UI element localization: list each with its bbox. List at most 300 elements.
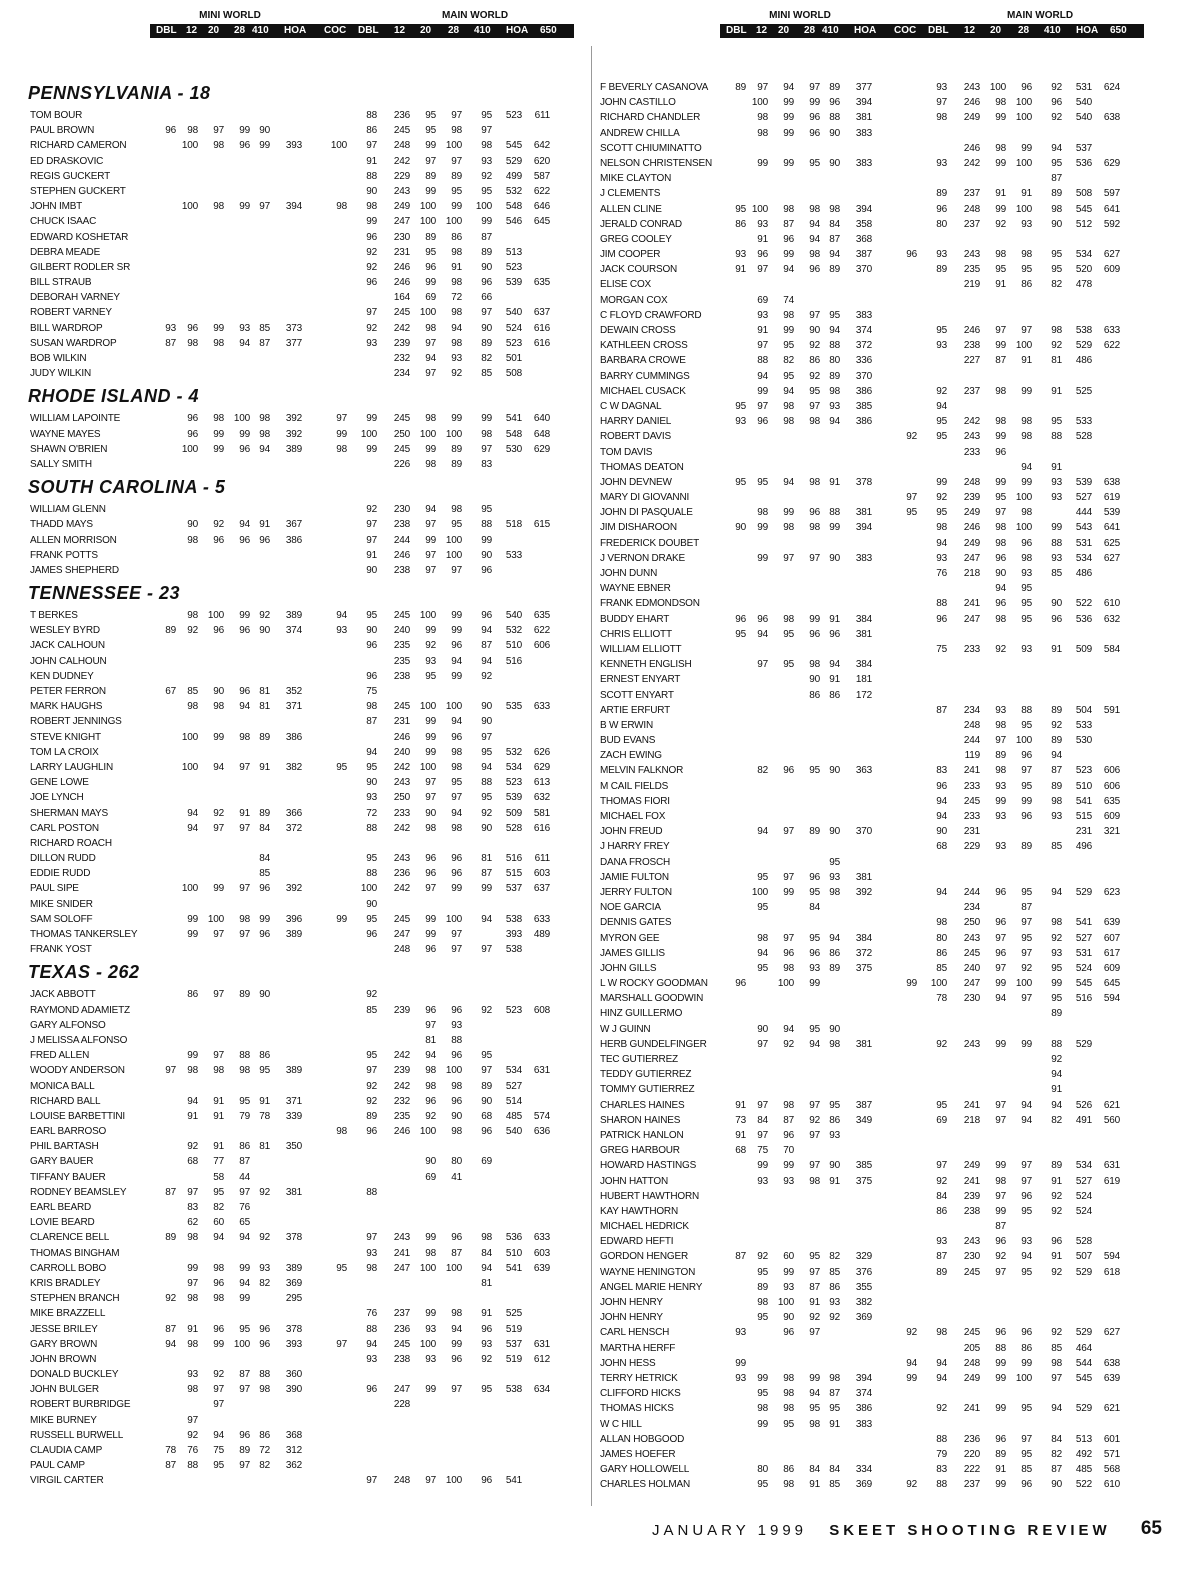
mini-score: 99 [213, 443, 224, 455]
main-score: 245 [393, 913, 410, 925]
main-score: 241 [963, 765, 980, 777]
shooter-name: ED DRASKOVIC [30, 155, 104, 167]
shooter-name: KATHLEEN CROSS [600, 340, 688, 352]
shooter-name: EDDIE RUDD [30, 868, 91, 880]
main-score: 100 [445, 428, 462, 440]
mini-score: 87 [783, 218, 794, 230]
mini-score: 97 [213, 1050, 224, 1062]
main-score: 89 [425, 170, 436, 182]
mini-score: 98 [809, 1175, 820, 1187]
shooter-row [598, 1204, 1158, 1219]
mini-score: 87 [165, 337, 176, 349]
main-score: 90 [1051, 1479, 1062, 1491]
main-score: 92 [936, 1175, 947, 1187]
main-score: 236 [393, 868, 410, 880]
main-score: 92 [1051, 1190, 1062, 1202]
state-heading: SOUTH CAROLINA - 5 [28, 477, 226, 498]
mini-score: 93 [165, 322, 176, 334]
main-score: 621 [1103, 1403, 1120, 1415]
main-header-20: 20 [420, 25, 432, 36]
shooter-row [598, 733, 1158, 748]
shooter-name: W J GUINN [600, 1023, 651, 1035]
mini-score: 94 [239, 1232, 250, 1244]
mini-score: 96 [783, 765, 794, 777]
shooter-name: JOHN DEVNEW [600, 476, 672, 488]
shooter-row [28, 1443, 588, 1458]
main-score: 100 [360, 883, 377, 895]
main-score: 80 [936, 218, 947, 230]
shooter-name: ROBERT DAVIS [600, 431, 671, 443]
mini-score: 98 [757, 127, 768, 139]
main-score: 98 [995, 522, 1006, 534]
main-score: 96 [366, 231, 377, 243]
main-score: 515 [505, 868, 522, 880]
main-score: 98 [481, 1232, 492, 1244]
left-mini-world-title: MINI WORLD [199, 10, 261, 21]
mini-score: 90 [829, 157, 840, 169]
main-score: 241 [963, 1099, 980, 1111]
shooter-name: FRANK EDMONDSON [600, 598, 700, 610]
main-score: 612 [533, 1353, 550, 1365]
main-score: 241 [963, 1403, 980, 1415]
main-score: 536 [505, 1232, 522, 1244]
shooter-name: ALLAN HOBGOOD [600, 1433, 685, 1445]
mini-score: 98 [757, 1297, 768, 1308]
main-score: 97 [425, 337, 436, 349]
shooter-name: SHAWN O'BRIEN [30, 443, 108, 455]
main-score: 92 [366, 322, 377, 334]
mini-score: 98 [783, 1479, 794, 1491]
mini-score: 91 [829, 1418, 840, 1430]
main-score: 250 [393, 428, 410, 440]
main-score: 96 [481, 1323, 492, 1335]
mini-score: 96 [259, 883, 270, 895]
main-score: 88 [1051, 537, 1062, 549]
shooter-name: DEBRA MEADE [30, 246, 101, 258]
main-score: 92 [936, 1038, 947, 1050]
mini-score: 87 [165, 1460, 176, 1472]
shooter-name: ROBERT JENNINGS [30, 716, 122, 728]
mini-score: 95 [809, 1403, 820, 1415]
mini-score: 99 [187, 1262, 198, 1274]
mini-score: 98 [259, 413, 270, 425]
main-score: 95 [366, 853, 377, 865]
shooter-name: GORDON HENGER [600, 1251, 688, 1263]
main-score: 246 [393, 731, 410, 743]
main-score: 80 [451, 1156, 462, 1168]
mini-score: 97 [809, 1266, 820, 1278]
main-score: 96 [425, 944, 436, 956]
shooter-row [28, 548, 588, 563]
main-score: 86 [936, 1205, 947, 1217]
shooter-name: PETER FERRON [30, 686, 106, 697]
main-score: 97 [995, 735, 1006, 747]
main-score: 613 [533, 777, 550, 789]
main-score: 88 [481, 519, 492, 531]
main-score: 513 [505, 246, 522, 258]
shooter-row [598, 445, 1158, 460]
mini-score: 98 [187, 1338, 198, 1350]
main-score: 85 [936, 962, 947, 974]
main-score: 96 [451, 1353, 462, 1365]
mini-score: 97 [809, 309, 820, 321]
main-score: 96 [425, 261, 436, 273]
main-score: 246 [393, 1126, 410, 1138]
main-score: 244 [963, 886, 980, 898]
shooter-name: CARL POSTON [30, 822, 99, 834]
shooter-name: JOHN IMBT [30, 201, 83, 213]
main-score: 509 [1075, 643, 1092, 655]
main-score: 95 [481, 110, 492, 121]
mini-score: 87 [239, 1156, 250, 1168]
main-score: 95 [1021, 613, 1032, 625]
mini-score: 99 [809, 1372, 820, 1384]
mini-score: 98 [187, 534, 198, 546]
mini-score: 96 [757, 613, 768, 625]
main-score: 591 [1103, 704, 1120, 716]
mini-score: 85 [259, 868, 270, 880]
main-score: 92 [366, 1095, 377, 1107]
shooter-name: ROBERT BURBRIDGE [30, 1399, 131, 1411]
main-score: 92 [366, 261, 377, 273]
main-score: 94 [1051, 1069, 1062, 1081]
main-score: 518 [505, 519, 522, 531]
main-score: 95 [481, 185, 492, 197]
main-score: 95 [936, 507, 947, 519]
main-score: 609 [1103, 962, 1120, 974]
shooter-name: SHARON HAINES [600, 1114, 681, 1126]
main-score: 95 [1021, 1448, 1032, 1460]
mini-score: 84 [809, 1464, 820, 1476]
main-score: 393 [505, 929, 522, 940]
mini-score: 96 [809, 871, 820, 883]
state-heading: TENNESSEE - 23 [28, 583, 181, 604]
mini-score: 99 [213, 322, 224, 334]
main-score: 99 [936, 476, 947, 488]
main-score: 90 [995, 568, 1006, 579]
main-score: 229 [963, 841, 980, 853]
shooter-name: MICHAEL HEDRICK [600, 1221, 689, 1233]
main-score: 98 [995, 1175, 1006, 1187]
main-score: 98 [936, 917, 947, 929]
shooter-name: BOB WILKIN [30, 353, 87, 364]
mini-score: 75 [757, 1145, 768, 1157]
main-score: 84 [481, 1247, 492, 1259]
mini-score: 99 [757, 1418, 768, 1430]
main-score: 99 [451, 201, 462, 213]
main-score: 82 [1051, 279, 1062, 291]
shooter-name: JACK ABBOTT [30, 989, 96, 1001]
main-score: 98 [366, 1262, 377, 1274]
main-score: 98 [451, 1308, 462, 1320]
shooter-name: CARROLL BOBO [30, 1262, 107, 1274]
main-score: 247 [963, 613, 980, 625]
shooter-name: WAYNE MAYES [30, 428, 101, 440]
mini-score: 96 [757, 416, 768, 428]
mini-score: 381 [855, 507, 872, 519]
main-score: 524 [1075, 962, 1092, 974]
shooter-row [598, 1006, 1158, 1021]
mini-score: 97 [757, 264, 768, 276]
shooter-row [28, 942, 588, 957]
main-score: 88 [936, 598, 947, 610]
main-score: 629 [1103, 157, 1120, 169]
main-score: 98 [451, 277, 462, 289]
mini-score: 81 [259, 1141, 270, 1153]
shooter-row [28, 790, 588, 805]
mini-score: 99 [239, 1293, 250, 1305]
main-score: 88 [366, 170, 377, 182]
main-score: 90 [481, 822, 492, 834]
main-score: 528 [505, 822, 522, 834]
mini-score: 97 [809, 1129, 820, 1141]
shooter-name: SCOTT ENYART [600, 689, 674, 701]
shooter-name: ANDREW CHILLA [600, 127, 680, 139]
main-score: 96 [1051, 1236, 1062, 1248]
shooter-row [598, 369, 1158, 384]
shooter-name: MIKE BURNEY [30, 1414, 97, 1426]
mini-score: 95 [213, 1460, 224, 1472]
shooter-row [598, 809, 1158, 824]
mini-score: 97 [213, 1384, 224, 1396]
mini-score: 99 [757, 1372, 768, 1384]
main-score: 96 [1021, 537, 1032, 549]
main-score: 627 [1103, 552, 1120, 564]
mini-score: 97 [757, 1038, 768, 1050]
main-score: 520 [1075, 264, 1092, 276]
mini-score: 339 [285, 1110, 302, 1122]
main-score: 243 [393, 1232, 410, 1244]
main-score: 100 [445, 913, 462, 925]
mini-score: 89 [829, 962, 840, 974]
mini-score: 91 [757, 325, 768, 336]
main-score: 89 [1051, 1160, 1062, 1172]
main-score: 519 [505, 1353, 522, 1365]
main-score: 536 [1075, 613, 1092, 625]
main-score: 616 [533, 322, 550, 334]
main-score: 234 [393, 368, 410, 380]
main-score: 249 [393, 201, 410, 213]
mini-score: 393 [285, 140, 302, 152]
main-score: 97 [1021, 325, 1032, 336]
main-score: 93 [995, 704, 1006, 716]
main-score: 100 [419, 761, 436, 773]
main-header-dbl: DBL [358, 25, 379, 36]
mini-score: 62 [187, 1217, 198, 1229]
mini-score: 94 [239, 337, 250, 349]
mini-score: 74 [783, 294, 794, 306]
mini-score: 98 [259, 1384, 270, 1396]
mini-score: 97 [259, 201, 270, 213]
main-score: 95 [995, 492, 1006, 504]
main-score: 515 [1075, 811, 1092, 822]
main-score: 97 [425, 883, 436, 895]
main-score: 95 [1051, 962, 1062, 974]
mini-score: 60 [213, 1217, 224, 1229]
main-score: 91 [995, 188, 1006, 200]
shooter-row [28, 336, 588, 351]
footer-magazine: SKEET SHOOTING REVIEW [829, 1522, 1111, 1539]
mini-score: 352 [285, 686, 302, 697]
main-score: 94 [425, 504, 436, 516]
main-score: 96 [451, 1050, 462, 1062]
shooter-name: THOMAS HICKS [600, 1403, 674, 1415]
main-score: 524 [1075, 1190, 1092, 1202]
mini-score: 68 [735, 1145, 746, 1157]
mini-score: 89 [165, 1232, 176, 1244]
main-score: 534 [1075, 1160, 1092, 1172]
mini-score: 95 [809, 932, 820, 944]
mini-score: 91 [213, 1141, 224, 1153]
main-score: 95 [451, 519, 462, 531]
mini-score: 372 [855, 340, 872, 352]
mini-score: 96 [735, 978, 746, 990]
main-score: 94 [1051, 886, 1062, 898]
shooter-row [598, 460, 1158, 475]
shooter-row [598, 855, 1158, 870]
shooter-name: CHARLES HAINES [600, 1099, 685, 1111]
mini-score: 350 [285, 1141, 302, 1153]
main-score: 100 [419, 701, 436, 713]
main-score: 486 [1075, 568, 1092, 579]
main-score: 249 [963, 1160, 980, 1172]
main-score: 247 [393, 929, 410, 940]
mini-score: 96 [809, 507, 820, 519]
shooter-name: JAMES GILLIS [600, 947, 665, 959]
shooter-name: JUDY WILKIN [30, 368, 91, 380]
main-score: 99 [336, 428, 347, 440]
mini-score: 94 [757, 826, 768, 838]
mini-score: 97 [757, 1129, 768, 1141]
main-score: 92 [1051, 82, 1062, 93]
mini-header-28: 28 [234, 25, 246, 36]
mini-score: 92 [809, 340, 820, 352]
mini-score: 86 [735, 218, 746, 230]
main-score: 96 [995, 947, 1006, 959]
main-score: 95 [1021, 932, 1032, 944]
main-score: 94 [366, 746, 377, 758]
main-score: 100 [445, 1262, 462, 1274]
shooter-row [598, 1447, 1158, 1462]
mini-score: 97 [783, 871, 794, 883]
shooter-name: JOHN DUNN [600, 568, 658, 579]
main-score: 96 [451, 731, 462, 743]
main-score: 96 [451, 1232, 462, 1244]
main-score: 89 [481, 337, 492, 349]
mini-score: 93 [735, 249, 746, 261]
main-score: 90 [481, 261, 492, 273]
shooter-row [28, 290, 588, 305]
main-score: 233 [963, 811, 980, 822]
main-score: 89 [481, 246, 492, 258]
shooter-row [598, 384, 1158, 399]
main-score: 529 [1075, 340, 1092, 352]
main-score: 571 [1103, 1448, 1120, 1460]
mini-score: 98 [783, 1099, 794, 1111]
main-score: 94 [936, 795, 947, 807]
main-header-12: 12 [964, 25, 976, 36]
main-score: 93 [1021, 643, 1032, 655]
mini-score: 89 [809, 826, 820, 838]
main-score: 96 [425, 1095, 436, 1107]
mini-score: 90 [829, 127, 840, 139]
mini-header-410: 410 [252, 25, 269, 36]
mini-score: 97 [187, 1414, 198, 1426]
main-score: 92 [1051, 1266, 1062, 1278]
main-score: 92 [1021, 962, 1032, 974]
main-score: 98 [995, 537, 1006, 549]
left-score-column [28, 78, 588, 1489]
mini-score: 90 [735, 522, 746, 534]
main-score: 87 [481, 868, 492, 880]
mini-score: 93 [757, 1175, 768, 1187]
shooter-row [28, 108, 588, 123]
mini-score: 99 [239, 125, 250, 137]
main-score: 625 [1103, 537, 1120, 549]
right-score-column [598, 80, 1158, 1492]
mini-header-dbl: DBL [156, 25, 177, 36]
shooter-name: PHIL BARTASH [30, 1141, 99, 1153]
main-score: 239 [963, 1190, 980, 1202]
main-score: 527 [505, 1080, 522, 1092]
main-score: 228 [393, 1399, 410, 1411]
main-score: 97 [995, 1114, 1006, 1126]
shooter-row [28, 533, 588, 548]
shooter-row [598, 399, 1158, 414]
mini-score: 97 [809, 400, 820, 412]
main-score: 90 [481, 322, 492, 334]
main-score: 100 [419, 201, 436, 213]
shooter-name: LOVIE BEARD [30, 1217, 95, 1229]
state-heading: RHODE ISLAND - 4 [28, 386, 200, 407]
main-score: 89 [451, 458, 462, 470]
page-footer [652, 1518, 1162, 1539]
main-score: 246 [393, 277, 410, 289]
main-score: 548 [505, 428, 522, 440]
shooter-row [28, 806, 588, 821]
main-score: 527 [1075, 492, 1092, 504]
main-score: 248 [963, 203, 980, 215]
shooter-name: PATRICK HANLON [600, 1129, 684, 1141]
main-score: 98 [451, 746, 462, 758]
main-score: 87 [936, 1251, 947, 1263]
main-score: 91 [1051, 1175, 1062, 1187]
main-score: 619 [1103, 492, 1120, 504]
mini-score: 94 [783, 1023, 794, 1035]
main-score: 243 [963, 1236, 980, 1248]
shooter-row [28, 169, 588, 184]
main-score: 245 [963, 1266, 980, 1278]
mini-score: 98 [829, 1038, 840, 1050]
main-score: 93 [995, 780, 1006, 792]
mini-score: 377 [285, 337, 302, 349]
main-score: 97 [1021, 993, 1032, 1005]
main-score: 610 [1103, 1479, 1120, 1491]
shooter-row [598, 247, 1158, 262]
main-score: 92 [366, 989, 377, 1001]
shooter-row [598, 551, 1158, 566]
main-score: 98 [1051, 203, 1062, 215]
mini-score: 99 [187, 1050, 198, 1062]
main-score: 648 [533, 428, 550, 440]
main-score: 96 [425, 1004, 436, 1016]
main-score: 83 [481, 458, 492, 470]
main-score: 89 [1051, 188, 1062, 200]
main-score: 93 [451, 1019, 462, 1031]
main-score: 99 [425, 140, 436, 152]
mini-score: 88 [829, 507, 840, 519]
shooter-row [598, 976, 1158, 991]
